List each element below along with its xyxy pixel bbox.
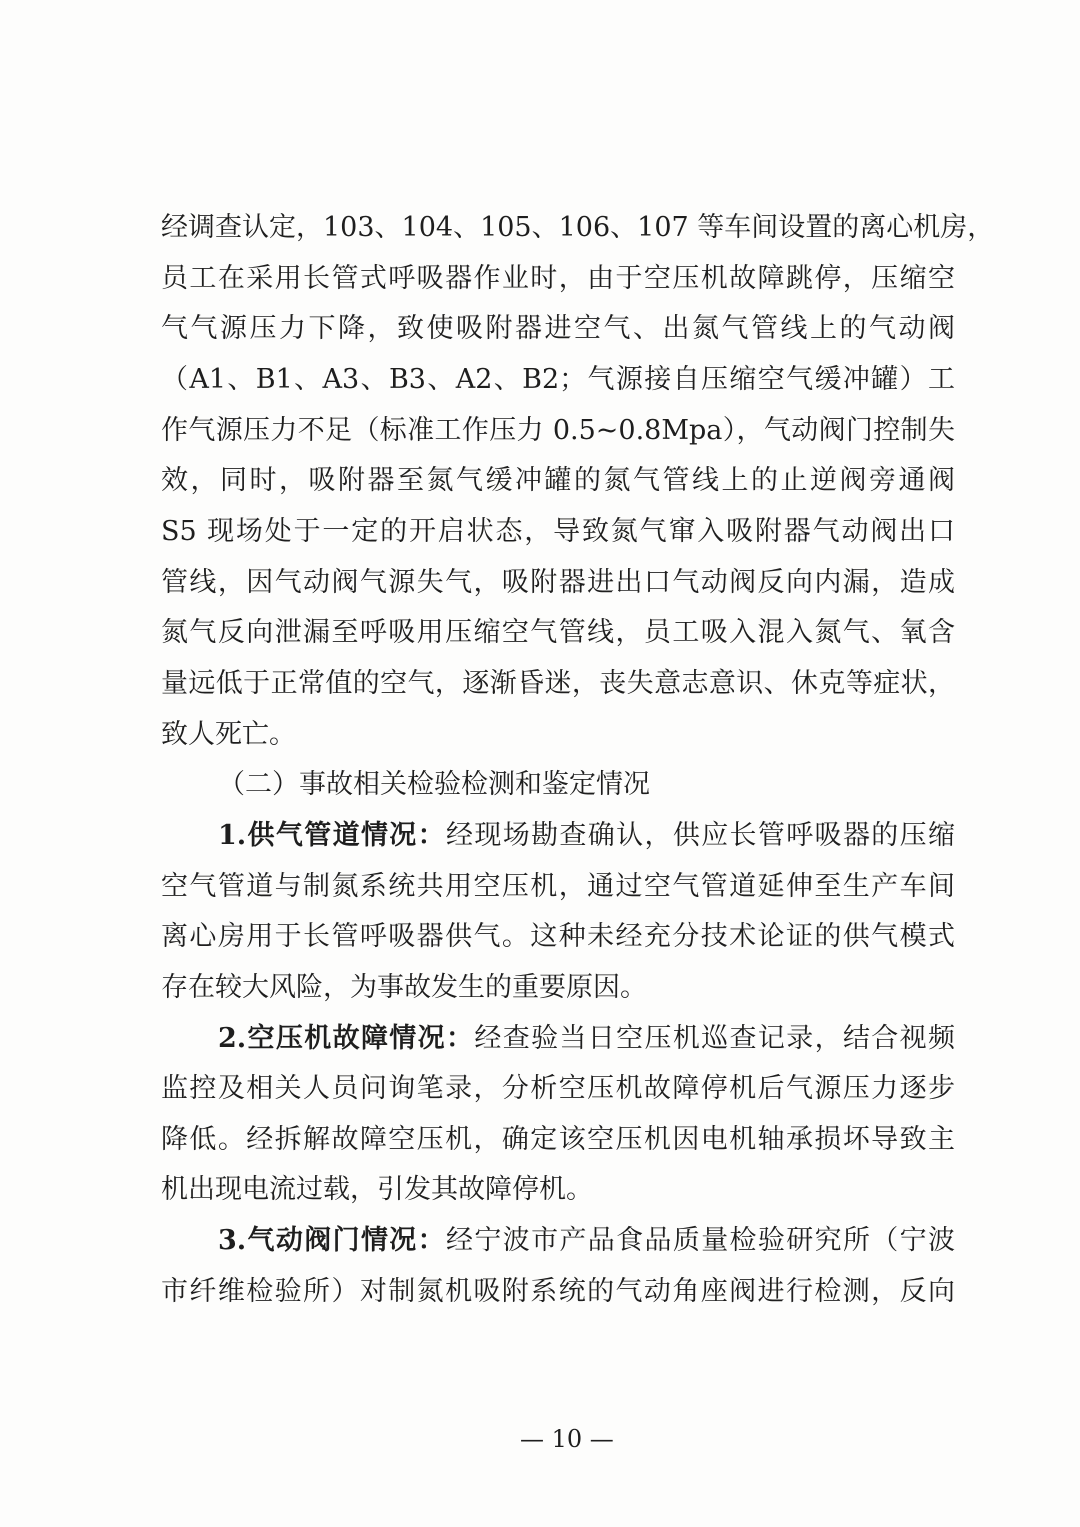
item-text: 经现场勘查确认，供应长管呼吸器的压缩 [446, 819, 956, 851]
text-line: 空气管道与制氮系统共用空压机，通过空气管道延伸至生产车间 [161, 870, 955, 902]
text-line: （A1、B1、A3、B3、A2、B2；气源接自压缩空气缓冲罐）工 [161, 363, 955, 395]
item-gas-supply-pipeline [161, 811, 955, 1014]
text-line: 量远低于正常值的空气，逐渐昏迷，丧失意志意识、休克等症状， [161, 667, 955, 699]
text-line: 监控及相关人员问询笔录，分析空压机故障停机后气源压力逐步 [161, 1073, 955, 1105]
text-line: 降低。经拆解故障空压机，确定该空压机因电机轴承损坏导致主 [161, 1123, 955, 1155]
text-line: S5 现场处于一定的开启状态，导致氮气窜入吸附器气动阀出口 [161, 515, 955, 547]
text-line: 离心房用于长管呼吸器供气。这种未经充分技术论证的供气模式 [161, 921, 955, 953]
text-line: 气气源压力下降，致使吸附器进空气、出氮气管线上的气动阀 [161, 313, 955, 345]
text-line: 致人死亡。 [161, 718, 296, 750]
text-line [161, 811, 955, 862]
text-line: 作气源压力不足（标准工作压力 0.5~0.8Mpa），气动阀门控制失 [161, 414, 955, 446]
body-text [161, 203, 995, 1317]
text-line: 员工在采用长管式呼吸器作业时，由于空压机故障跳停，压缩空 [161, 262, 955, 294]
item-label: 1.供气管道情况： [218, 819, 447, 851]
text-line: 效，同时，吸附器至氮气缓冲罐的氮气管线上的止逆阀旁通阀 [161, 465, 955, 497]
paragraph-accident-cause [161, 203, 995, 760]
text-line: 氮气反向泄漏至呼吸用压缩空气管线，员工吸入混入氮气、氧含 [161, 617, 955, 649]
text-line: 经调查认定，103、104、105、106、107 等车间设置的离心机房， [161, 212, 995, 243]
item-label: 3.气动阀门情况： [218, 1225, 447, 1257]
text-line: 机出现电流过载，引发其故障停机。 [161, 1174, 593, 1206]
item-text: 经宁波市产品食品质量检验研究所（宁波 [446, 1225, 956, 1257]
text-line [161, 1216, 955, 1267]
section-heading: （二）事故相关检验检测和鉴定情况 [218, 769, 650, 801]
page-number: — 10 — [520, 1425, 614, 1453]
text-line: 管线，因气动阀气源失气，吸附器进出口气动阀反向内漏，造成 [161, 566, 955, 598]
item-label: 2.空压机故障情况： [218, 1022, 475, 1054]
item-pneumatic-valve [161, 1216, 955, 1317]
text-line: 市纤维检验所）对制氮机吸附系统的气动角座阀进行检测，反向 [161, 1275, 955, 1307]
text-line: 存在较大风险，为事故发生的重要原因。 [161, 971, 647, 1003]
item-text: 经查验当日空压机巡查记录，结合视频 [474, 1022, 955, 1054]
text-line [161, 1014, 955, 1065]
item-air-compressor-fault [161, 1014, 955, 1217]
